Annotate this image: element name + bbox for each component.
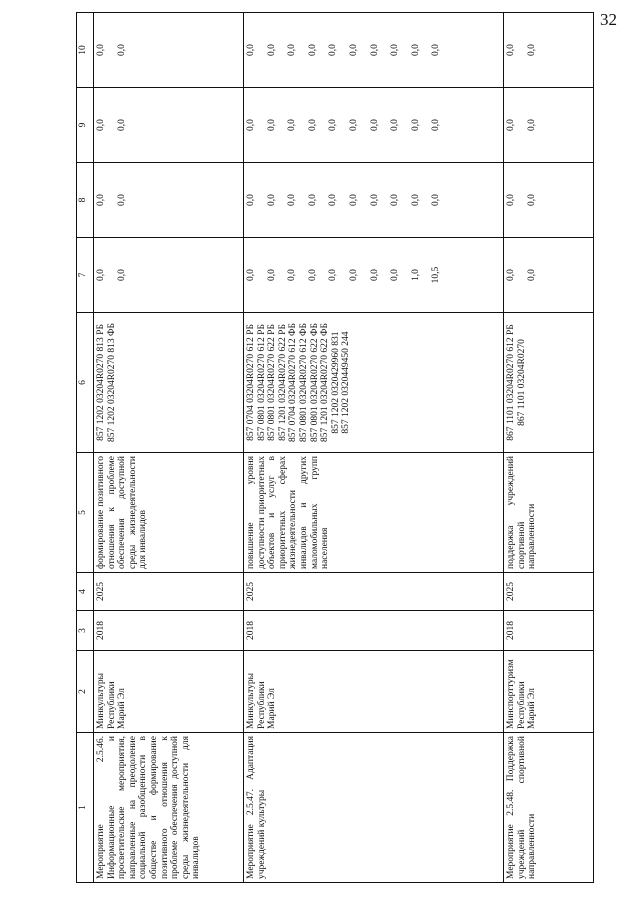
value: 0,0 [431,194,442,206]
budget-code: 857 1202 03204R0270 813 ФБ [106,322,117,443]
value-col9 [244,88,504,163]
col-header: 10 [77,13,94,88]
value-col10 [504,13,594,88]
start-year: 2018 [94,611,244,651]
header-row [77,13,94,883]
value: 0,0 [526,194,537,206]
measure-name: Мероприятие 2.5.47. Адаптация учреждений культуры [244,733,504,883]
value: 0,0 [506,269,516,281]
expected-result: формирование позитивного отношения к проблеме обеспечения доступной среды жизнедеятельности для инвалидов [94,453,244,573]
value: 0,0 [390,44,401,56]
value: 0,0 [348,269,359,281]
executor: Минкультуры Республики Марий Эл [94,651,244,733]
budget-codes [244,313,504,453]
program-measures-table [76,12,594,883]
value: 0,0 [287,269,298,281]
value: 0,0 [410,194,421,206]
table-row [504,13,594,883]
value: 0,0 [369,44,380,56]
value: 0,0 [96,194,106,206]
budget-codes [94,313,244,453]
rotated-table-wrapper [76,13,636,883]
value: 0,0 [287,119,298,131]
value: 0,0 [307,269,318,281]
value: 0,0 [369,194,380,206]
start-year: 2018 [244,611,504,651]
col-header: 1 [77,733,94,883]
value: 0,0 [116,194,127,206]
executor: Минспорттуризм Республики Марий Эл [504,651,594,733]
value: 0,0 [246,194,256,206]
value: 0,0 [246,44,256,56]
measure-name: Мероприятие 2.5.46. Информационные и просветительские мероприятия, направленные на преодоление социальной разобщенности в обществе и формирование позитивного отношения к проблеме обеспечения доступной среды жизнедеятельности для инвалидов [94,733,244,883]
value-col10 [94,13,244,88]
budget-code: 857 1202 03204R0270 813 РБ [96,324,106,441]
value: 0,0 [116,44,127,56]
value: 0,0 [369,119,380,131]
value: 0,0 [390,269,401,281]
expected-result: поддержка учреждений спортивной направленности [504,453,594,573]
budget-codes [504,313,594,453]
value: 0,0 [246,269,256,281]
value: 0,0 [246,119,256,131]
value: 0,0 [506,119,516,131]
value: 0,0 [287,44,298,56]
value: 0,0 [328,269,339,281]
col-header: 9 [77,88,94,163]
value-col8 [504,163,594,238]
value-col8 [244,163,504,238]
value: 0,0 [348,44,359,56]
value: 0,0 [287,194,298,206]
value: 0,0 [506,44,516,56]
value: 0,0 [526,119,537,131]
value: 1,0 [410,269,421,281]
measure-name: Мероприятие 2.5.48. Поддержка учреждений спортивной направленности [504,733,594,883]
value: 0,0 [526,269,537,281]
budget-code: 857 0704 03204R0270 612 РБ [246,324,256,441]
value: 0,0 [116,119,127,131]
budget-code: 857 0801 03204R0270 622 РБ [267,324,278,441]
value: 0,0 [369,269,380,281]
col-header: 4 [77,573,94,611]
col-header: 8 [77,163,94,238]
table-row [94,13,244,883]
executor: Минкультуры Республики Марий Эл [244,651,504,733]
value-col10 [244,13,504,88]
value: 0,0 [307,44,318,56]
budget-code: 857 1201 03204R0270 622 ФБ [320,322,331,443]
value: 0,0 [266,44,277,56]
end-year: 2025 [244,573,504,611]
col-header: 6 [77,313,94,453]
value: 0,0 [96,44,106,56]
value-col7 [504,238,594,313]
value: 0,0 [390,194,401,206]
budget-code: 857 0704 03204R0270 612 ФБ [288,322,299,443]
end-year: 2025 [94,573,244,611]
budget-code: 857 1202 0320429960 831 [330,331,341,434]
value: 0,0 [116,269,127,281]
budget-code: 867 1101 03204R0270 612 РБ [506,324,516,441]
start-year: 2018 [504,611,594,651]
budget-code: 857 0801 03204R0270 622 ФБ [309,322,320,443]
table-row [244,13,504,883]
budget-code: 857 1201 03204R0270 622 РБ [277,324,288,441]
value-col9 [504,88,594,163]
budget-code: 867 1101 03204R0270 [516,339,527,426]
value: 0,0 [328,44,339,56]
value: 0,0 [431,44,442,56]
value: 0,0 [348,194,359,206]
value: 0,0 [431,119,442,131]
value: 0,0 [328,194,339,206]
col-header: 2 [77,651,94,733]
value-col7 [244,238,504,313]
value: 0,0 [410,119,421,131]
col-header: 5 [77,453,94,573]
value: 0,0 [390,119,401,131]
value: 0,0 [266,194,277,206]
value: 0,0 [96,269,106,281]
value: 0,0 [410,44,421,56]
value: 0,0 [307,194,318,206]
value-col9 [94,88,244,163]
value: 0,0 [307,119,318,131]
budget-code: 857 0801 03204R0270 612 ФБ [298,322,309,443]
value: 0,0 [328,119,339,131]
value: 0,0 [348,119,359,131]
col-header: 7 [77,238,94,313]
end-year: 2025 [504,573,594,611]
value: 0,0 [266,269,277,281]
budget-code: 857 1202 0320449450 244 [341,331,352,434]
col-header: 3 [77,611,94,651]
value: 0,0 [526,44,537,56]
value: 0,0 [96,119,106,131]
page-number: 32 [600,10,617,29]
value: 0,0 [266,119,277,131]
expected-result: повышение уровня доступности приоритетных объектов и услуг в приоритетных сферах жизнедеятельности инвалидов и других маломобильных групп населения [244,453,504,573]
value-col7 [94,238,244,313]
value: 0,0 [506,194,516,206]
value: 10,5 [431,266,442,284]
value-col8 [94,163,244,238]
budget-code: 857 0801 03204R0270 612 РБ [256,324,267,441]
